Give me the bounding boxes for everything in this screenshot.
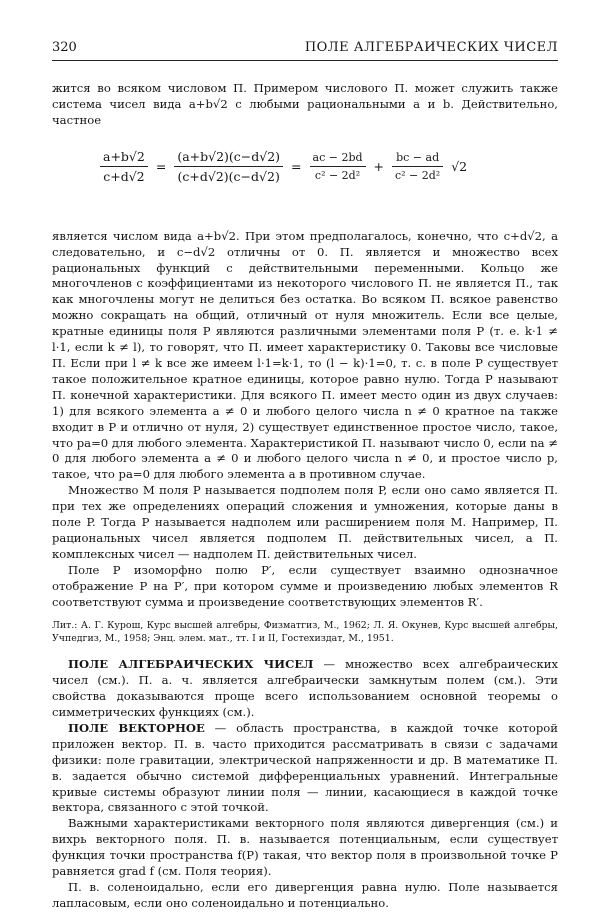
fraction-term-1-numerator: ac − 2bd: [310, 151, 366, 167]
entry-text-algebraic-numbers: — множество всех алгебраических чисел (см.). П. а. ч. является алгебраически замкнутым полем (см.). Эти свойства доказываются проще всего использованием основной теоремы о симметрических функциях (см.).: [52, 657, 558, 719]
paragraph-intro: жится во всяком числовом П. Примером числового П. может служить также система чисел вида a+b√2 с любыми рациональными a и b. Действительно, частное: [52, 81, 558, 127]
paragraph-characteristic: является числом вида a+b√2. При этом предполагалось, конечно, что c+d√2, а следовательно, и c−d√2 отличны от 0. П. является и множество всех рациональных функций с действительными переменными. Кольцо же многочленов с коэффициентами из некоторого числового П. не является П., так как многочлены могут не делиться без остатка. Во всяком П. всякое равенство можно сокращать на общий, отличный от нуля множитель. Если все целые, кратные единицы поля P являются различными элементами поля P (т. е. k·1 ≠ l·1, если k ≠ l), то говорят, что П. имеет характеристику 0. Таковы все числовые П. Если при l ≠ k все же имеем l·1=k·1, то (l − k)·1=0, т. с. в поле P существует такое положительное кратное единицы, которое равно нулю. Тогда P называют П. конечной характеристики. Для всякого П. имеет место один из двух случаев: 1) для всякого элемента a ≠ 0 и любого целого числа n ≠ 0 кратное na также входит в P и отлично от нуля, 2) существует единственное простое число, такое, что pa=0 для любого элемента. Характеристикой П. называют число 0, если na ≠ 0 для любого элемента a ≠ 0 и любого целого числа n ≠ 0, и простое число p, такое, что pa=0 для любого элемента a в противном случае.: [52, 228, 558, 482]
page-header: [52, 38, 558, 61]
entry-algebraic-numbers: [52, 657, 558, 721]
formula-quotient: [100, 149, 558, 205]
page-number: 320: [52, 40, 77, 55]
paragraph-solenoidal: П. в. соленоидально, если его дивергенция равна нулю. Поле называется лапласовым, если оно соленоидально и потенциально.: [52, 879, 558, 910]
fraction-middle-numerator: (a+b√2)(c−d√2): [174, 149, 283, 167]
fraction-term-2-denominator: c² − 2d²: [394, 168, 441, 182]
entry-heading-vector-field: ПОЛЕ ВЕКТОРНОЕ: [68, 720, 205, 735]
entry-heading-algebraic-numbers: ПОЛЕ АЛГЕБРАИЧЕСКИХ ЧИСЕЛ: [68, 657, 314, 672]
sqrt-two-factor: √2: [451, 158, 468, 174]
fraction-middle: [174, 149, 283, 184]
literature-references: Лит.: А. Г. Курош, Курс высшей алгебры, Физматгиз, М., 1962; Л. Я. Окунев, Курс высшей алгебры, Учпедгиз, М., 1958; Энц. элем. мат., тт. I и II, Гостехиздат, М., 1951.: [52, 620, 558, 644]
fraction-term-2-numerator: bc − ad: [392, 151, 443, 167]
fraction-term-1: [310, 151, 366, 182]
equals-sign: =: [291, 158, 302, 174]
entry-text-vector-field: — область пространства, в каждой точке которой приложен вектор. П. в. часто приходится рассматривать в связи с задачами физики: поле гравитации, электрической напряженности и др. В математике П. в. задается обычно системой дифференциальных уравнений. Интегральные кривые системы образуют линии поля — линии, касающиеся в каждой точке вектора, связанного с этой точкой.: [52, 720, 558, 815]
fraction-term-2: [392, 151, 443, 182]
page: [52, 38, 558, 912]
paragraph-divergence: Важными характеристиками векторного поля являются дивергенция (см.) и вихрь векторного поля. П. в. называется потенциальным, если существует функция точки пространства f(P) такая, что вектор поля в произвольной точке P равняется grad f (см. Поля теория).: [52, 816, 558, 879]
fraction-term-1-denominator: c² − 2d²: [314, 168, 361, 182]
paragraph-subfield: Множество M поля P называется подполем поля P, если оно само является П. при тех же определениях операций сложения и умножения, которые даны в поле P. Тогда P называется надполем или расширением поля M. Например, П. рациональных чисел является подполем П. действительных чисел, а П. комплексных чисел — надполем П. действительных чисел.: [52, 483, 558, 561]
plus-sign: +: [373, 158, 384, 174]
running-title: ПОЛЕ АЛГЕБРАИЧЕСКИХ ЧИСЕЛ: [304, 40, 558, 55]
paragraph-isomorphism: Поле P изоморфно полю P′, если существует взаимно однозначное отображение P на P′, при котором сумме и произведению любых элементов R соответствуют сумма и произведение соответствующих элементов R′.: [52, 562, 558, 609]
fraction-lhs: [100, 149, 148, 184]
equals-sign: =: [155, 158, 167, 174]
fraction-lhs-denominator: c+d√2: [103, 168, 145, 184]
fraction-lhs-numerator: a+b√2: [100, 149, 148, 167]
entry-vector-field: [52, 721, 558, 816]
fraction-middle-denominator: (c+d√2)(c−d√2): [177, 168, 280, 184]
